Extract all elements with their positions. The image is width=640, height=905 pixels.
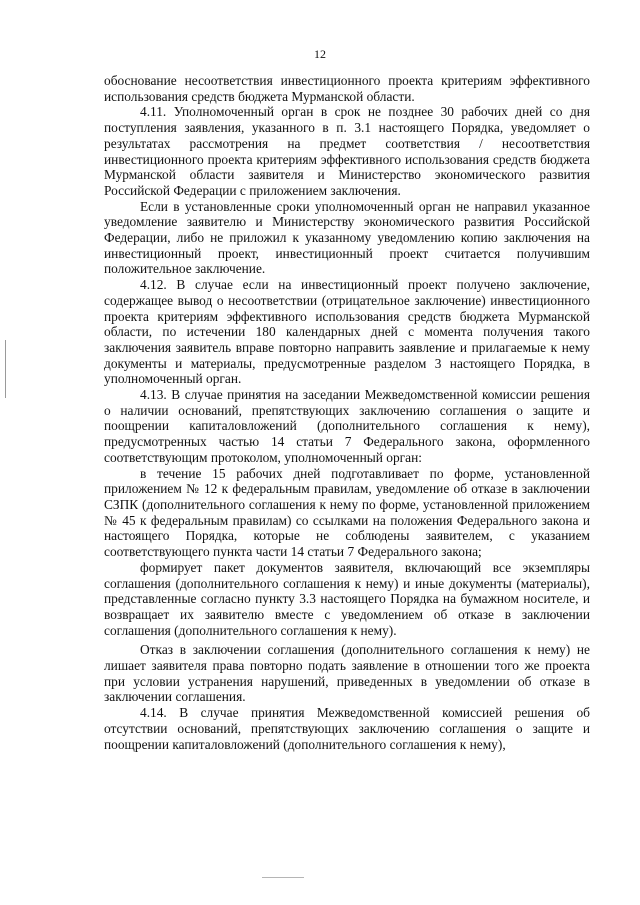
document-body [104,73,590,752]
paragraph-4-11-deadline-clause: Если в установленные сроки уполномоченный орган не направил указанное уведомление заявителю и Министерству экономического развития Российской Федерации, либо не приложил к указанному уведомлению копию заключения на инвестиционный проект, инвестиционный проект считается получившим положительное заключение. [104,198,590,277]
paragraph-4-14: 4.14. В случае принятия Межведомственной комиссией решения об отсутствии оснований, препятствующих заключению соглашения о защите и поощрении капиталовложений (дополнительного соглашения к нему), [104,705,590,752]
bottom-scan-mark [262,877,304,878]
paragraph-4-13-package: формирует пакет документов заявителя, включающий все экземпляры соглашения (дополнительного соглашения к нему) и иные документы (материалы), представленные согласно пункту 3.3 настоящего Порядка на бумажном носителе, и возвращает их заявителю вместе с уведомлением об отказе в заключении соглашения (дополнительного соглашения к нему). [104,559,590,638]
paragraph-4-12: 4.12. В случае если на инвестиционный проект получено заключение, содержащее вывод о несоответствии (отрицательное заключение) инвестиционного проекта критериям эффективного использования средств бюджета Мурманской области, по истечении 180 календарных дней с момента получения такого заключения заявитель вправе повторно направить заявление и прилагаемые к нему документы и материалы, предусмотренные разделом 3 настоящего Порядка, в уполномоченный орган. [104,277,590,387]
paragraph-4-11: 4.11. Уполномоченный орган в срок не позднее 30 рабочих дней со дня поступления заявления, указанного в п. 3.1 настоящего Порядка, уведомляет о результатах рассмотрения на предмет соответствия / несоответствия инвестиционного проекта критериям эффективного использования средств бюджета Мурманской области заявителя и Министерство экономического развития Российской Федерации с приложением заключения. [104,104,590,198]
paragraph-refusal-note: Отказ в заключении соглашения (дополнительного соглашения к нему) не лишает заявителя права повторно подать заявление в отношении того же проекта при условии устранения нарушений, приведенных в уведомлении об отказе в заключении соглашения. [104,642,590,705]
paragraph-4-13: 4.13. В случае принятия на заседании Межведомственной комиссии решения о наличии оснований, препятствующих заключению соглашения о защите и поощрении капиталовложений (дополнительного соглашения к нему), предусмотренных частью 14 статьи 7 Федерального закона, оформленного соответствующим протоколом, уполномоченный орган: [104,387,590,465]
margin-scan-mark [5,340,6,398]
page-number: 12 [314,47,326,61]
paragraph-4-13-notice: в течение 15 рабочих дней подготавливает по форме, установленной приложением № 12 к федеральным правилам, уведомление об отказе в заключении СЗПК (дополнительного соглашения к нему по форме, установленной приложением № 45 к федеральным правилам) со ссылками на положения Федерального закона и настоящего Порядка, которые не соблюдены заявителем, с указанием соответствующего пункта части 14 статьи 7 Федерального закона; [104,465,590,560]
paragraph-continuation: обоснование несоответствия инвестиционного проекта критериям эффективного использования средств бюджета Мурманской области. [104,73,590,104]
